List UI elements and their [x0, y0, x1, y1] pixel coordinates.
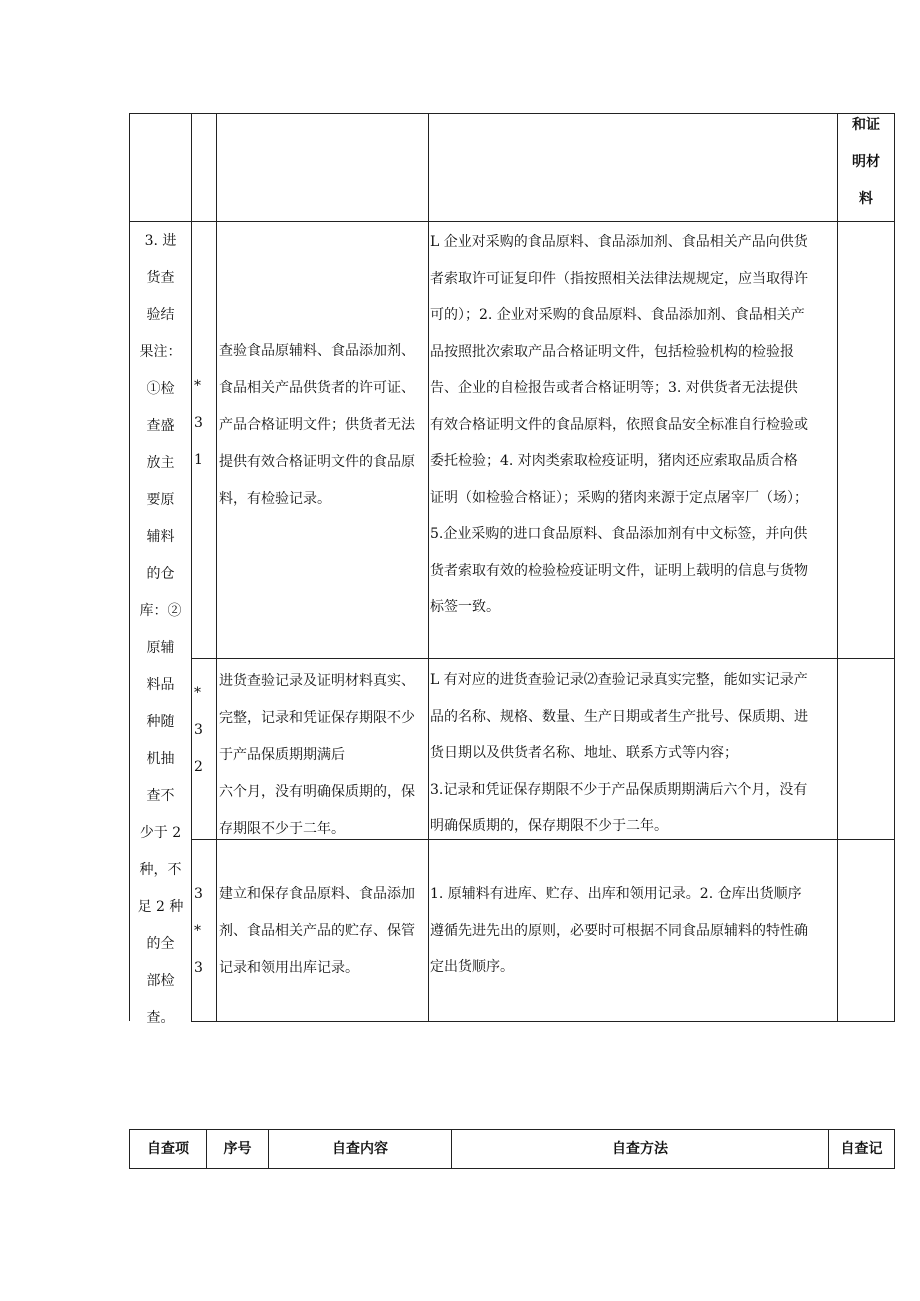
- item-line: 足 2 种: [137, 899, 184, 915]
- number-line: 1: [194, 452, 203, 468]
- row2-number: [192, 675, 216, 786]
- item-line: 机抽: [146, 751, 175, 767]
- header-self-check-content: 自查内容: [332, 1141, 388, 1157]
- header-self-check-item: 自查项: [147, 1141, 189, 1157]
- item-line: 查不: [146, 788, 175, 804]
- header-line: 和证: [852, 117, 880, 133]
- number-line: 3: [194, 722, 203, 738]
- header-serial-number: 序号: [223, 1141, 252, 1157]
- item-line: 的全: [146, 936, 175, 952]
- row1-content: 查验食品原辅料、食品添加剂、食品相关产品供货者的许可证、产品合格证明文件；供货者无法提供有效合格证明文件的食品原料，有检验记录。: [219, 343, 415, 507]
- number-line: 3: [194, 886, 203, 902]
- number-line: *: [194, 923, 201, 939]
- item-line: 3. 进: [144, 233, 177, 249]
- row2-content: [219, 663, 415, 848]
- header-cell-evidence: [838, 107, 894, 218]
- item-line: 果注：: [139, 344, 182, 360]
- number-line: 2: [194, 759, 203, 775]
- header-self-check-method: 自查方法: [612, 1141, 668, 1157]
- number-line: *: [194, 378, 201, 394]
- number-line: 3: [194, 415, 203, 431]
- method-paragraph: L 有对应的进货查验记录⑵查验记录真实完整，能如实记录产品的名称、规格、数量、生产日期或者生产批号、保质期、进货日期以及供货者名称、地址、联系方式等内容；: [430, 672, 808, 761]
- item-line: 验结: [146, 307, 175, 323]
- item-line: ①检: [146, 381, 175, 397]
- method-paragraph: 5.企业采购的进口食品原料、食品添加剂有中文标签，并向供货者索取有效的检验检疫证明文件，证明上载明的信息与货物标签一致。: [430, 526, 808, 615]
- item-line: 原辅: [146, 640, 175, 656]
- method-paragraph: L 企业对采购的食品原料、食品添加剂、食品相关产品向供货者索取许可证复印件（指按照相关法律法规规定，应当取得许可的）；2. 企业对采购的食品原料、食品添加剂、食品相关产品按照批次索取产品合格证明文件，包括检验机构的检验报告、企业的自检报告或者合格证明等；3. 对供货者无法提供有效合格证明文件的食品原料，依照食品安全标准自行检验或委托检验；4. 对肉类索取检疫证明，猪肉还应索取品质合格证明（如检验合格证）；采购的猪肉来源于定点屠宰厂（场）；: [430, 234, 808, 506]
- row1-number: [192, 368, 216, 479]
- item-line: 辅料: [146, 529, 175, 545]
- inspection-item-cell: [130, 223, 191, 1037]
- number-line: *: [194, 685, 201, 701]
- item-line: 库：②: [139, 603, 182, 619]
- item-line: 部检: [146, 973, 175, 989]
- row1-method: [430, 224, 808, 626]
- header-line: 料: [859, 191, 873, 207]
- item-line: 放主: [146, 455, 175, 471]
- item-line: 种随: [146, 714, 175, 730]
- header-line: 明材: [852, 154, 880, 170]
- row2-method: [430, 662, 810, 845]
- row3-method: 1. 原辅料有进库、贮存、出库和领用记录。2. 仓库出货顺序遵循先进先出的原则，必要时可根据不同食品原辅料的特性确定出货顺序。: [430, 886, 808, 975]
- item-line: 料品: [146, 677, 175, 693]
- method-paragraph: 3.记录和凭证保存期限不少于产品保质期期满后六个月，没有明确保质期的，保存期限不少于二年。: [430, 781, 808, 834]
- item-line: 查。: [146, 1010, 175, 1026]
- item-line: 查盛: [146, 418, 175, 434]
- content-paragraph: 六个月，没有明确保质期的，保存期限不少于二年。: [219, 784, 415, 837]
- content-paragraph: 进货查验记录及证明材料真实、完整，记录和凭证保存期限不少于产品保质期期满后: [219, 673, 415, 763]
- number-line: 3: [194, 960, 203, 976]
- header-self-check-record: 自查记: [840, 1141, 883, 1157]
- row3-content: 建立和保存食品原料、食品添加剂、食品相关产品的贮存、保管记录和领用出库记录。: [219, 886, 415, 976]
- item-line: 货查: [146, 270, 175, 286]
- row3-number: [192, 876, 216, 987]
- item-line: 少于 2: [139, 825, 182, 841]
- item-line: 要原: [146, 492, 175, 508]
- item-line: 的仓: [146, 566, 175, 582]
- item-line: 种，不: [139, 862, 182, 878]
